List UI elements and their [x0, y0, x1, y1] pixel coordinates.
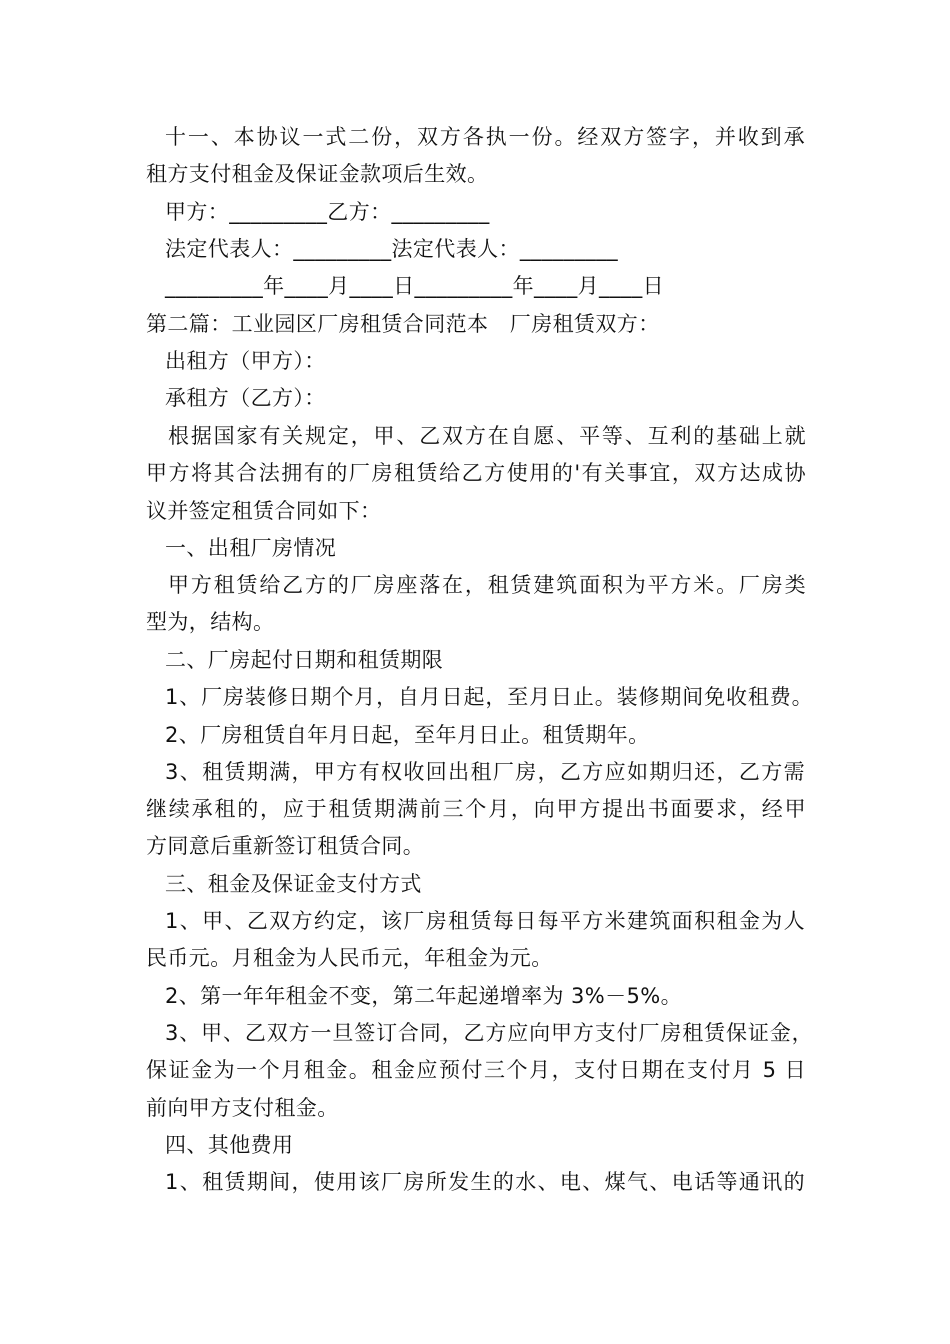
signature-line-parties: 甲方：_________乙方：_________ [165, 200, 490, 224]
paragraph-line: 民币元。月租金为人民币元，年租金为元。 [146, 946, 553, 970]
section-heading: 一、出租厂房情况 [165, 536, 337, 560]
paragraph-line: 1、厂房装修日期个月，自月日起，至月日止。装修期间免收租费。 [165, 685, 813, 709]
paragraph-line: 1、租赁期间，使用该厂房所发生的水、电、煤气、电话等通讯的 [165, 1170, 805, 1194]
signature-line-representatives: 法定代表人：_________法定代表人：_________ [165, 237, 618, 261]
paragraph-line: 十一、本协议一式二份，双方各执一份。经双方签字，并收到承 [165, 125, 805, 149]
section-heading: 二、厂房起付日期和租赁期限 [165, 648, 444, 672]
paragraph-line: 继续承租的，应于租赁期满前三个月，向甲方提出书面要求，经甲 [146, 797, 806, 821]
paragraph-line: 甲方将其合法拥有的厂房租赁给乙方使用的'有关事宜，双方达成协 [146, 461, 806, 485]
paragraph-line: 3、租赁期满，甲方有权收回出租厂房，乙方应如期归还，乙方需 [165, 760, 805, 784]
section-heading: 四、其他费用 [165, 1133, 294, 1157]
paragraph-line: 2、第一年年租金不变，第二年起递增率为 3%－5%。 [165, 984, 683, 1008]
section-title: 第二篇：工业园区厂房租赁合同范本 厂房租赁双方： [146, 312, 660, 336]
paragraph-line: 2、厂房租赁自年月日起，至年月日止。租赁期年。 [165, 723, 650, 747]
paragraph-line: 1、甲、乙双方约定，该厂房租赁每日每平方米建筑面积租金为人 [165, 909, 805, 933]
section-heading: 三、租金及保证金支付方式 [165, 872, 422, 896]
paragraph-line: 议并签定租赁合同如下： [146, 499, 382, 523]
party-line-lessee: 承租方（乙方）： [165, 386, 326, 410]
paragraph-line: 前向甲方支付租金。 [146, 1096, 339, 1120]
party-line-lessor: 出租方（甲方）： [165, 349, 326, 373]
paragraph-line: 3、甲、乙双方一旦签订合同，乙方应向甲方支付厂房租赁保证金， [165, 1021, 813, 1045]
paragraph-line: 型为，结构。 [146, 610, 275, 634]
signature-line-dates: _________年____月____日_________年____月____日 [165, 274, 664, 298]
paragraph-line: 方同意后重新签订租赁合同。 [146, 834, 425, 858]
paragraph-line: 根据国家有关规定，甲、乙双方在自愿、平等、互利的基础上就 [168, 424, 806, 448]
paragraph-line: 租方支付租金及保证金款项后生效。 [146, 162, 489, 186]
paragraph-line: 保证金为一个月租金。租金应预付三个月，支付日期在支付月 5 日 [146, 1058, 806, 1082]
paragraph-line: 甲方租赁给乙方的厂房座落在，租赁建筑面积为平方米。厂房类 [168, 573, 806, 597]
